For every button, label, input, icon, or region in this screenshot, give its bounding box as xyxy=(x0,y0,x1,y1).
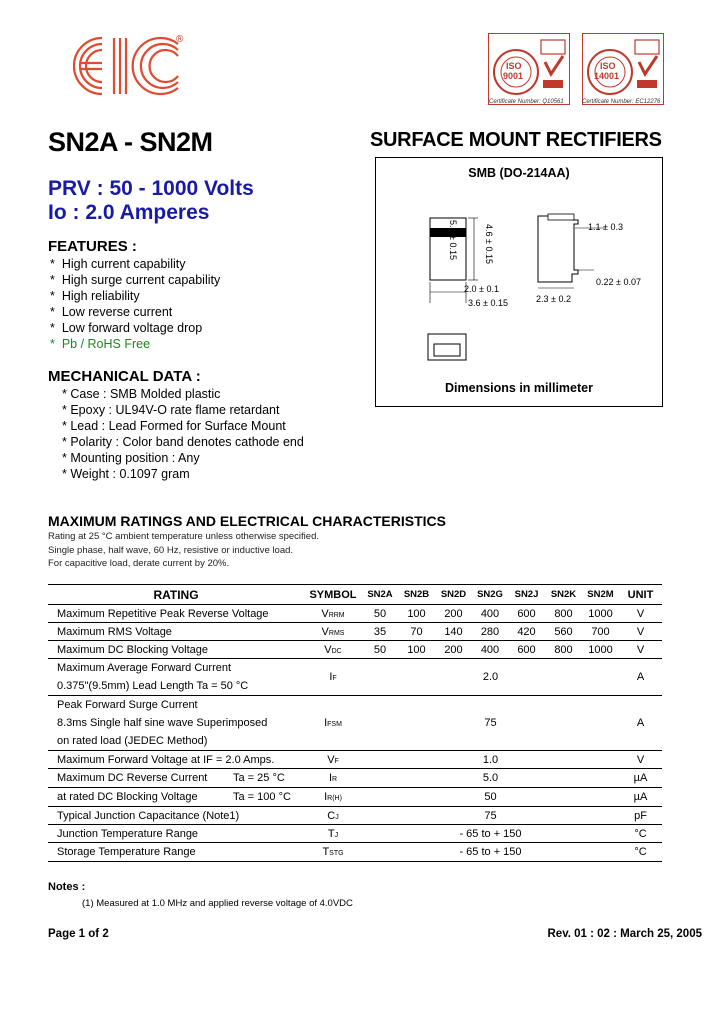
rohs-item: * Pb / RoHS Free xyxy=(50,337,151,351)
list-item: * High current capability xyxy=(50,257,186,271)
iso-14001-number: 14001 xyxy=(594,71,620,81)
list-item: * Case : SMB Molded plastic xyxy=(62,387,221,401)
table-row: Maximum RMS Voltage VRMS 35 70 140 280 420 560 700 V xyxy=(48,623,662,641)
iso-14001-seal-icon xyxy=(583,34,663,104)
table-row: Junction Temperature Range TJ - 65 to + 150 °C xyxy=(48,825,662,843)
table-row: Maximum Repetitive Peak Reverse Voltage VRRM 50 100 200 400 600 800 1000 V xyxy=(48,605,662,623)
col-part: SN2M xyxy=(582,585,619,605)
list-item: * Mounting position : Any xyxy=(62,451,200,465)
col-part: SN2G xyxy=(472,585,508,605)
col-unit: UNIT xyxy=(619,585,662,605)
list-item: * Low reverse current xyxy=(50,305,173,319)
dim-width-body: 3.6 ± 0.15 xyxy=(468,298,508,308)
ratings-conditions xyxy=(48,530,319,571)
list-item: * Lead : Lead Formed for Surface Mount xyxy=(62,419,286,433)
prv-spec: PRV : 50 - 1000 Volts xyxy=(48,177,254,200)
notes-heading: Notes : xyxy=(48,881,86,893)
table-row: Peak Forward Surge Current 8.3ms Single half sine wave Superimposed on rated load (JEDEC Method) IFSM 75 A xyxy=(48,696,662,751)
condition-line: For capacitive load, derate current by 20%. xyxy=(48,558,230,569)
table-row: at rated DC Blocking Voltage Ta = 100 °C IR(H) 50 µA xyxy=(48,788,662,807)
part-range-title: SN2A - SN2M xyxy=(48,127,213,157)
mechanical-heading: MECHANICAL DATA : xyxy=(48,368,201,385)
product-type-title: SURFACE MOUNT RECTIFIERS xyxy=(370,129,662,151)
iso-9001-label: ISO xyxy=(506,61,522,71)
dim-height-outer: 5.4 ± 0.15 xyxy=(448,220,458,260)
iso-9001-caption: Certificate Number: Q10561 xyxy=(489,99,564,105)
table-row: Maximum Forward Voltage at IF = 2.0 Amps. VF 1.0 V xyxy=(48,751,662,769)
dim-height-inner: 4.6 ± 0.15 xyxy=(484,224,494,264)
note-item: (1) Measured at 1.0 MHz and applied reverse voltage of 4.0VDC xyxy=(82,898,353,909)
key-specs xyxy=(48,177,254,225)
iso-14001-badge xyxy=(582,33,664,105)
package-footer: Dimensions in millimeter xyxy=(445,381,593,395)
col-rating: RATING xyxy=(48,585,304,605)
list-item: * Low forward voltage drop xyxy=(50,321,203,335)
iso-14001-label: ISO xyxy=(600,61,616,71)
dim-lead-thickness: 1.1 ± 0.3 xyxy=(588,222,623,232)
revision-date: Rev. 01 : 02 : March 25, 2005 xyxy=(547,928,702,940)
mechanical-list xyxy=(62,386,304,482)
condition-line: Rating at 25 °C ambient temperature unless otherwise specified. xyxy=(48,531,319,542)
package-drawing-box xyxy=(375,157,663,407)
package-title: SMB (DO-214AA) xyxy=(468,166,570,180)
dim-lead-offset: 0.22 ± 0.07 xyxy=(596,277,641,287)
iso-9001-badge xyxy=(488,33,570,105)
col-part: SN2K xyxy=(545,585,582,605)
col-part: SN2J xyxy=(508,585,545,605)
page-number: Page 1 of 2 xyxy=(48,928,109,940)
io-spec: Io : 2.0 Amperes xyxy=(48,201,210,224)
ratings-table xyxy=(48,584,662,862)
list-item: * High reliability xyxy=(50,289,140,303)
table-header xyxy=(48,585,662,605)
table-row: Maximum DC Blocking Voltage VDC 50 100 200 400 600 800 1000 V xyxy=(48,641,662,659)
list-item: * Epoxy : UL94V-O rate flame retardant xyxy=(62,403,280,417)
list-item: * Polarity : Color band denotes cathode end xyxy=(62,435,304,449)
list-item: * Weight : 0.1097 gram xyxy=(62,467,190,481)
iso-14001-caption: Certificate Number: EC12276 xyxy=(582,99,661,105)
dim-side-width: 2.3 ± 0.2 xyxy=(536,294,571,304)
dim-width-band: 2.0 ± 0.1 xyxy=(464,284,499,294)
table-row: Maximum DC Reverse Current Ta = 25 °C IR 5.0 µA xyxy=(48,769,662,788)
condition-line: Single phase, half wave, 60 Hz, resistive or inductive load. xyxy=(48,544,294,556)
table-row: Typical Junction Capacitance (Note1) CJ 75 pF xyxy=(48,807,662,825)
col-part: SN2D xyxy=(435,585,472,605)
list-item: * High surge current capability xyxy=(50,273,221,287)
col-part: SN2A xyxy=(362,585,398,605)
col-part: SN2B xyxy=(398,585,435,605)
features-list xyxy=(50,256,220,352)
iso-9001-seal-icon xyxy=(489,34,569,104)
eic-logo xyxy=(62,30,184,102)
table-row: Maximum Average Forward Current 0.375"(9.5mm) Lead Length Ta = 50 °C IF 2.0 A xyxy=(48,659,662,696)
registered-mark: ® xyxy=(176,34,184,45)
features-heading: FEATURES : xyxy=(48,238,137,255)
iso-9001-number: 9001 xyxy=(503,71,524,81)
table-row: Storage Temperature Range TSTG - 65 to + 150 °C xyxy=(48,843,662,862)
ratings-heading: MAXIMUM RATINGS AND ELECTRICAL CHARACTERISTICS xyxy=(48,513,446,529)
col-symbol: SYMBOL xyxy=(304,585,362,605)
